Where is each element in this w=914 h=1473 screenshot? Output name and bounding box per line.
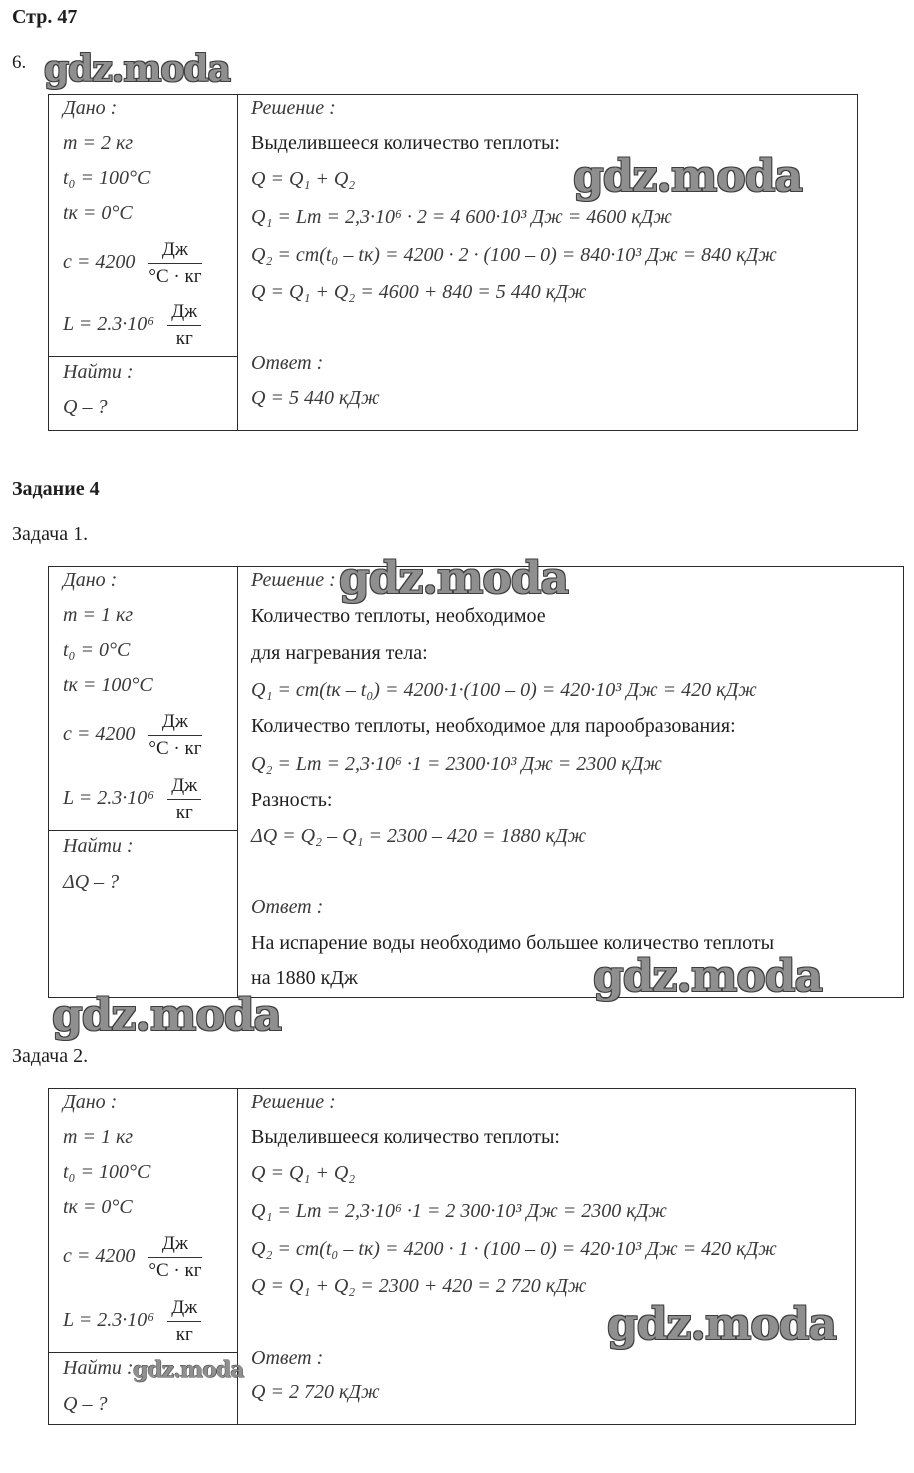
unit-denominator: кг (175, 327, 193, 349)
given-block (49, 95, 237, 357)
given-mass: m = 1 кг (63, 1126, 134, 1148)
watermark-logo: gdz.moda (44, 48, 230, 90)
specific-heat-unit (148, 239, 201, 288)
find-label: Найти : (63, 835, 134, 857)
unit-numerator: Дж (148, 711, 201, 736)
solution-label: Решение : (251, 569, 336, 591)
find-value: Q – ? (63, 1393, 108, 1415)
solution-line: Q = Q₁ + Q₂ = 2300 + 420 = 2 720 кДж (251, 1275, 587, 1297)
latent-heat-prefix: L = 2.3·10⁶ (63, 786, 155, 809)
answer-label: Ответ : (251, 1347, 324, 1369)
given-specific-heat (63, 711, 202, 760)
given-column (49, 567, 238, 997)
solution-line: Выделившееся количество теплоты: (251, 1126, 560, 1148)
watermark-logo: gdz.moda (52, 990, 282, 1041)
solution-line: Q = Q₁ + Q₂ (251, 1162, 356, 1184)
watermark-logo: gdz.moda (133, 1357, 244, 1383)
unit-numerator: Дж (148, 1233, 201, 1258)
latent-heat-unit (167, 301, 201, 350)
unit-denominator: °C · кг (148, 265, 202, 287)
specific-heat-unit (148, 711, 201, 760)
solution-line: Количество теплоты, необходимое для парообразования: (251, 715, 736, 737)
given-initial-temp: t₀ = 0°C (63, 639, 131, 661)
latent-heat-prefix: L = 2.3·10⁶ (63, 1308, 155, 1331)
unit-denominator: кг (175, 801, 193, 823)
unit-numerator: Дж (167, 1297, 201, 1322)
solution-line: Разность: (251, 789, 333, 811)
latent-heat-unit (167, 775, 201, 824)
solution-line: Q₂ = cm(t₀ – tк) = 4200 · 1 · (100 – 0) = 420·10³ Дж = 420 кДж (251, 1238, 777, 1260)
unit-numerator: Дж (167, 775, 201, 800)
given-latent-heat (63, 1297, 201, 1346)
given-column (49, 95, 238, 430)
solution-line: Q = Q₁ + Q₂ = 4600 + 840 = 5 440 кДж (251, 281, 587, 303)
solution-line: Q = Q₁ + Q₂ (251, 168, 356, 190)
task2-table (48, 1088, 856, 1425)
given-latent-heat (63, 775, 201, 824)
given-final-temp: tк = 0°C (63, 1196, 133, 1218)
watermark-logo: gdz.moda (339, 553, 569, 604)
solution-column (238, 1089, 855, 1424)
section-heading: Задание 4 (12, 478, 100, 500)
find-value: Q – ? (63, 396, 108, 418)
solution-line: ΔQ = Q₂ – Q₁ = 2300 – 420 = 1880 кДж (251, 825, 587, 847)
solution-line: Q₂ = cm(t₀ – tк) = 4200 · 2 · (100 – 0) = 840·10³ Дж = 840 кДж (251, 244, 777, 266)
given-final-temp: tк = 100°C (63, 674, 153, 696)
given-label: Дано : (63, 569, 118, 591)
specific-heat-prefix: c = 4200 (63, 1244, 136, 1267)
answer-line: на 1880 кДж (251, 967, 358, 989)
given-mass: m = 2 кг (63, 132, 134, 154)
given-mass: m = 1 кг (63, 604, 134, 626)
solution-line: Выделившееся количество теплоты: (251, 132, 560, 154)
given-final-temp: tк = 0°C (63, 202, 133, 224)
specific-heat-unit (148, 1233, 201, 1282)
page-heading: Стр. 47 (12, 6, 78, 28)
given-specific-heat (63, 1233, 202, 1282)
watermark-logo: gdz.moda (607, 1299, 837, 1350)
solution-column (238, 95, 857, 430)
solution-label: Решение : (251, 97, 336, 119)
unit-denominator: °C · кг (148, 1259, 202, 1281)
watermark-logo: gdz.moda (573, 151, 803, 202)
answer-label: Ответ : (251, 896, 324, 918)
find-block (49, 357, 237, 430)
answer-label: Ответ : (251, 352, 324, 374)
solution-column (238, 567, 903, 997)
specific-heat-prefix: c = 4200 (63, 250, 136, 273)
solution-line: Q₁ = Lm = 2,3·10⁶ · 2 = 4 600·10³ Дж = 4600 кДж (251, 206, 672, 228)
problem6-table (48, 94, 858, 431)
solution-line: для нагревания тела: (251, 642, 428, 664)
unit-denominator: °C · кг (148, 737, 202, 759)
find-label: Найти : (63, 361, 134, 383)
given-initial-temp: t₀ = 100°C (63, 1161, 151, 1183)
solution-label: Решение : (251, 1091, 336, 1113)
given-initial-temp: t₀ = 100°C (63, 167, 151, 189)
answer-line: На испарение воды необходимо большее количество теплоты (251, 932, 775, 954)
task1-table (48, 553, 904, 1002)
latent-heat-unit (167, 1297, 201, 1346)
find-block (49, 831, 237, 997)
given-column (49, 1089, 238, 1424)
find-value: ΔQ – ? (63, 871, 120, 893)
given-specific-heat (63, 239, 202, 288)
find-label: Найти : (63, 1357, 134, 1379)
solution-line: Q₁ = cm(tк – t₀) = 4200·1·(100 – 0) = 420·10³ Дж = 420 кДж (251, 679, 757, 701)
given-label: Дано : (63, 97, 118, 119)
task2-heading: Задача 2. (12, 1045, 89, 1067)
unit-denominator: кг (175, 1323, 193, 1345)
problem-number: 6. (12, 52, 27, 73)
unit-numerator: Дж (167, 301, 201, 326)
task1-heading: Задача 1. (12, 523, 89, 545)
unit-numerator: Дж (148, 239, 201, 264)
latent-heat-prefix: L = 2.3·10⁶ (63, 312, 155, 335)
solution-line: Q₁ = Lm = 2,3·10⁶ ·1 = 2 300·10³ Дж = 2300 кДж (251, 1200, 667, 1222)
answer-value: Q = 5 440 кДж (251, 387, 380, 409)
answer-value: Q = 2 720 кДж (251, 1381, 380, 1403)
find-block (49, 1353, 237, 1424)
watermark-logo: gdz.moda (593, 951, 823, 1002)
solution-line: Q₂ = Lm = 2,3·10⁶ ·1 = 2300·10³ Дж = 2300 кДж (251, 753, 662, 775)
given-block (49, 1089, 237, 1353)
solution-line: Количество теплоты, необходимое (251, 605, 546, 627)
given-block (49, 567, 237, 831)
given-latent-heat (63, 301, 201, 350)
given-label: Дано : (63, 1091, 118, 1113)
specific-heat-prefix: c = 4200 (63, 722, 136, 745)
